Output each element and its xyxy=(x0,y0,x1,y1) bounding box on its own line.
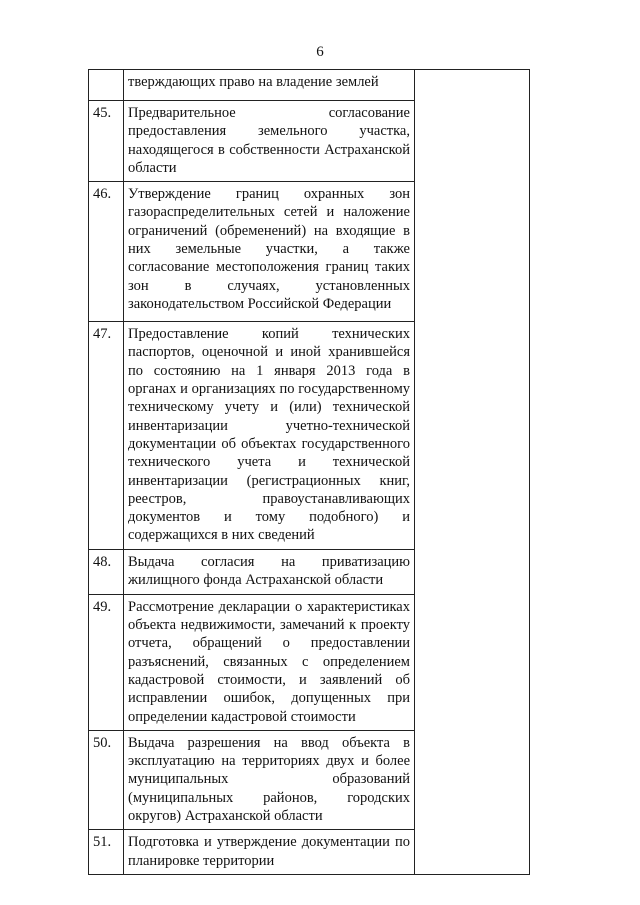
service-name: Выдача согласия на приватизацию жилищного фонда Астраханской области xyxy=(124,549,415,594)
row-number: 49. xyxy=(89,594,124,730)
service-name: тверждающих право на владение землей xyxy=(124,70,415,101)
empty-column xyxy=(415,70,530,875)
row-number: 46. xyxy=(89,182,124,322)
row-number: 45. xyxy=(89,101,124,182)
service-name: Предварительное согласование предоставления земельного участка, находящегося в собственности Астраханской области xyxy=(124,101,415,182)
service-name: Предоставление копий технических паспортов, оценочной и иной хранившейся по состоянию на 1 января 2013 года в органах и организациях по государственному техническому учету и (или) технической инвентаризации учетно-технической документации об объектах государственного технического учета и технической инвентаризации (регистрационных книг, реестров, правоустанавливающих документов и тому подобного) и содержащихся в них сведений xyxy=(124,322,415,550)
row-number: 51. xyxy=(89,830,124,875)
page-number: 6 xyxy=(316,44,324,60)
service-name: Утверждение границ охранных зон газораспределительных сетей и наложение ограничений (обременений) на входящие в них земельные участки, а также согласование местоположения границ таких зон в случаях, установленных законодательством Российской Федерации xyxy=(124,182,415,322)
row-number: 47. xyxy=(89,322,124,550)
services-table xyxy=(88,69,530,875)
table-row xyxy=(89,70,530,101)
service-name: Подготовка и утверждение документации по планировке территории xyxy=(124,830,415,875)
row-number: 48. xyxy=(89,549,124,594)
row-number: 50. xyxy=(89,730,124,829)
service-name: Рассмотрение декларации о характеристиках объекта недвижимости, замечаний к проекту отчета, обращений о предоставлении разъяснений, связанных с определением кадастровой стоимости, и заявлений об исправлении ошибок, допущенных при определении кадастровой стоимости xyxy=(124,594,415,730)
row-number xyxy=(89,70,124,101)
service-name: Выдача разрешения на ввод объекта в эксплуатацию на территориях двух и более муниципальных образований (муниципальных районов, городских округов) Астраханской области xyxy=(124,730,415,829)
